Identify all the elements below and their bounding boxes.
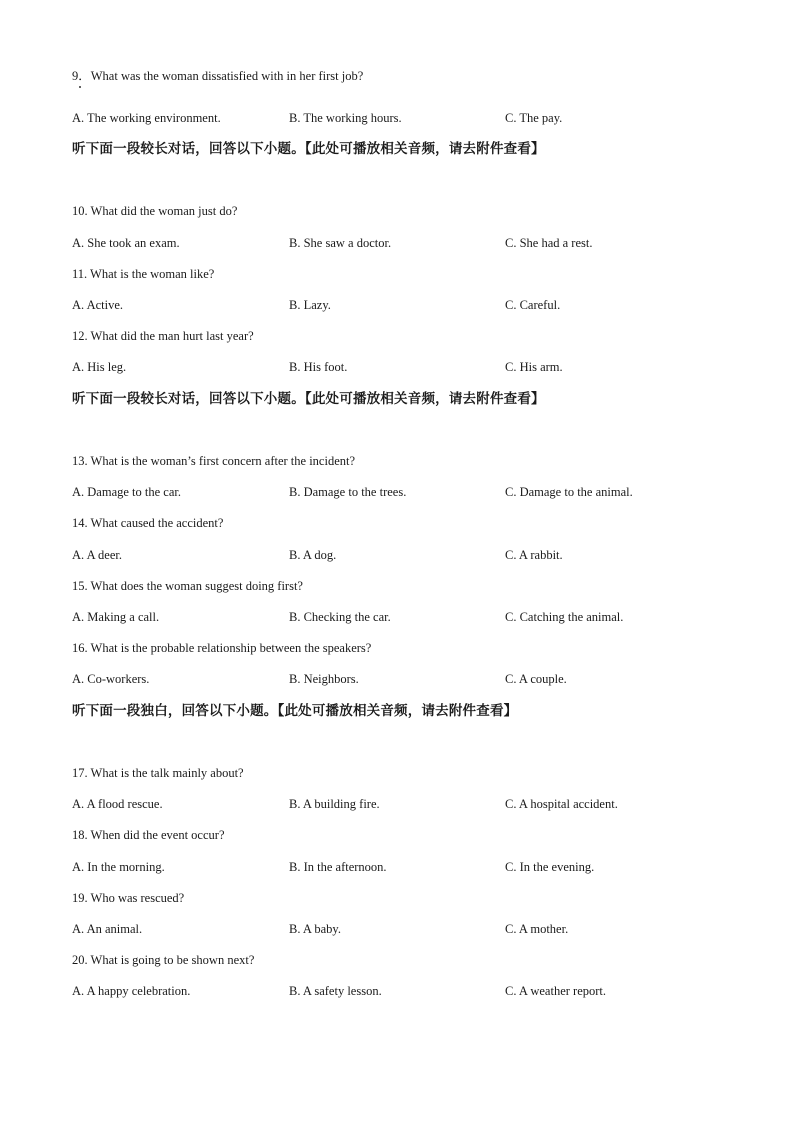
question-9: 9．What was the woman dissatisfied with in her first job?	[72, 69, 364, 83]
question-16: 16. What is the probable relationship between the speakers?	[72, 641, 372, 655]
q19-option-b: B. A baby.	[289, 922, 341, 936]
question-13: 13. What is the woman’s first concern after the incident?	[72, 454, 356, 468]
section-instruction-3: 听下面一段独白，回答以下小题。【此处可播放相关音频，请去附件查看】	[72, 703, 518, 719]
question-12: 12. What did the man hurt last year?	[72, 329, 254, 343]
q9-option-c: C. The pay.	[505, 111, 563, 125]
q17-option-b: B. A building fire.	[289, 797, 380, 811]
q12-option-b: B. His foot.	[289, 360, 348, 374]
q10-option-c: C. She had a rest.	[505, 236, 593, 250]
q15-option-c: C. Catching the animal.	[505, 610, 624, 624]
question-15: 15. What does the woman suggest doing first?	[72, 579, 303, 593]
q11-option-a: A. Active.	[72, 298, 124, 312]
q15-option-a: A. Making a call.	[72, 610, 160, 624]
question-20: 20. What is going to be shown next?	[72, 953, 255, 967]
q20-option-c: C. A weather report.	[505, 984, 607, 998]
q13-option-c: C. Damage to the animal.	[505, 485, 633, 499]
q17-option-c: C. A hospital accident.	[505, 797, 618, 811]
stray-dot	[79, 86, 81, 88]
question-19: 19. Who was rescued?	[72, 891, 185, 905]
q10-option-a: A. She took an exam.	[72, 236, 180, 250]
q18-option-b: B. In the afternoon.	[289, 860, 387, 874]
q9-option-b: B. The working hours.	[289, 111, 402, 125]
q15-option-b: B. Checking the car.	[289, 610, 391, 624]
q14-option-a: A. A deer.	[72, 548, 122, 562]
question-14: 14. What caused the accident?	[72, 516, 224, 530]
question-10: 10. What did the woman just do?	[72, 204, 238, 218]
q16-option-a: A. Co-workers.	[72, 672, 150, 686]
q12-option-c: C. His arm.	[505, 360, 563, 374]
q12-option-a: A. His leg.	[72, 360, 127, 374]
q14-option-c: C. A rabbit.	[505, 548, 563, 562]
question-17: 17. What is the talk mainly about?	[72, 766, 244, 780]
q18-option-a: A. In the morning.	[72, 860, 165, 874]
q20-option-b: B. A safety lesson.	[289, 984, 382, 998]
q13-option-b: B. Damage to the trees.	[289, 485, 407, 499]
q13-option-a: A. Damage to the car.	[72, 485, 181, 499]
q14-option-b: B. A dog.	[289, 548, 337, 562]
question-18: 18. When did the event occur?	[72, 828, 225, 842]
section-instruction-2: 听下面一段较长对话，回答以下小题。【此处可播放相关音频，请去附件查看】	[72, 391, 545, 407]
q11-option-c: C. Careful.	[505, 298, 561, 312]
q11-option-b: B. Lazy.	[289, 298, 331, 312]
question-11: 11. What is the woman like?	[72, 267, 215, 281]
q10-option-b: B. She saw a doctor.	[289, 236, 392, 250]
q9-option-a: A. The working environment.	[72, 111, 221, 125]
q18-option-c: C. In the evening.	[505, 860, 595, 874]
q19-option-c: C. A mother.	[505, 922, 569, 936]
q16-option-c: C. A couple.	[505, 672, 567, 686]
q20-option-a: A. A happy celebration.	[72, 984, 191, 998]
q19-option-a: A. An animal.	[72, 922, 143, 936]
section-instruction-1: 听下面一段较长对话，回答以下小题。【此处可播放相关音频，请去附件查看】	[72, 141, 545, 157]
q17-option-a: A. A flood rescue.	[72, 797, 163, 811]
q16-option-b: B. Neighbors.	[289, 672, 359, 686]
